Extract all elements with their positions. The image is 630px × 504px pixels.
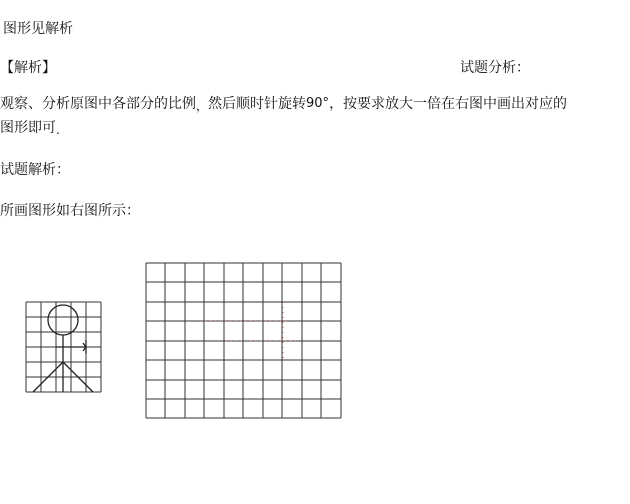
comma-mark: ， <box>196 99 209 113</box>
analysis-text-2: 然后顺时针旋转 <box>208 96 307 112</box>
analysis-text-3: ，按要求放大一倍在右图中画出对应的 <box>329 96 568 112</box>
solution-title: 试题解析： <box>0 162 70 178</box>
enlarged-grid <box>146 263 341 418</box>
period-mark: . <box>56 123 60 137</box>
solution-text: 所画图形如右图所示： <box>0 203 140 219</box>
analysis-title: 试题分析： <box>460 60 530 76</box>
rotation-value: 90° <box>306 96 330 111</box>
answer-line: 图形见解析 <box>3 21 73 37</box>
analysis-text-4: 图形即可 <box>0 120 56 136</box>
analysis-text-1: 观察、分析原图中各部分的比例 <box>0 96 196 112</box>
faint-red-traces <box>205 302 300 360</box>
analysis-label: 【解析】 <box>0 60 56 76</box>
